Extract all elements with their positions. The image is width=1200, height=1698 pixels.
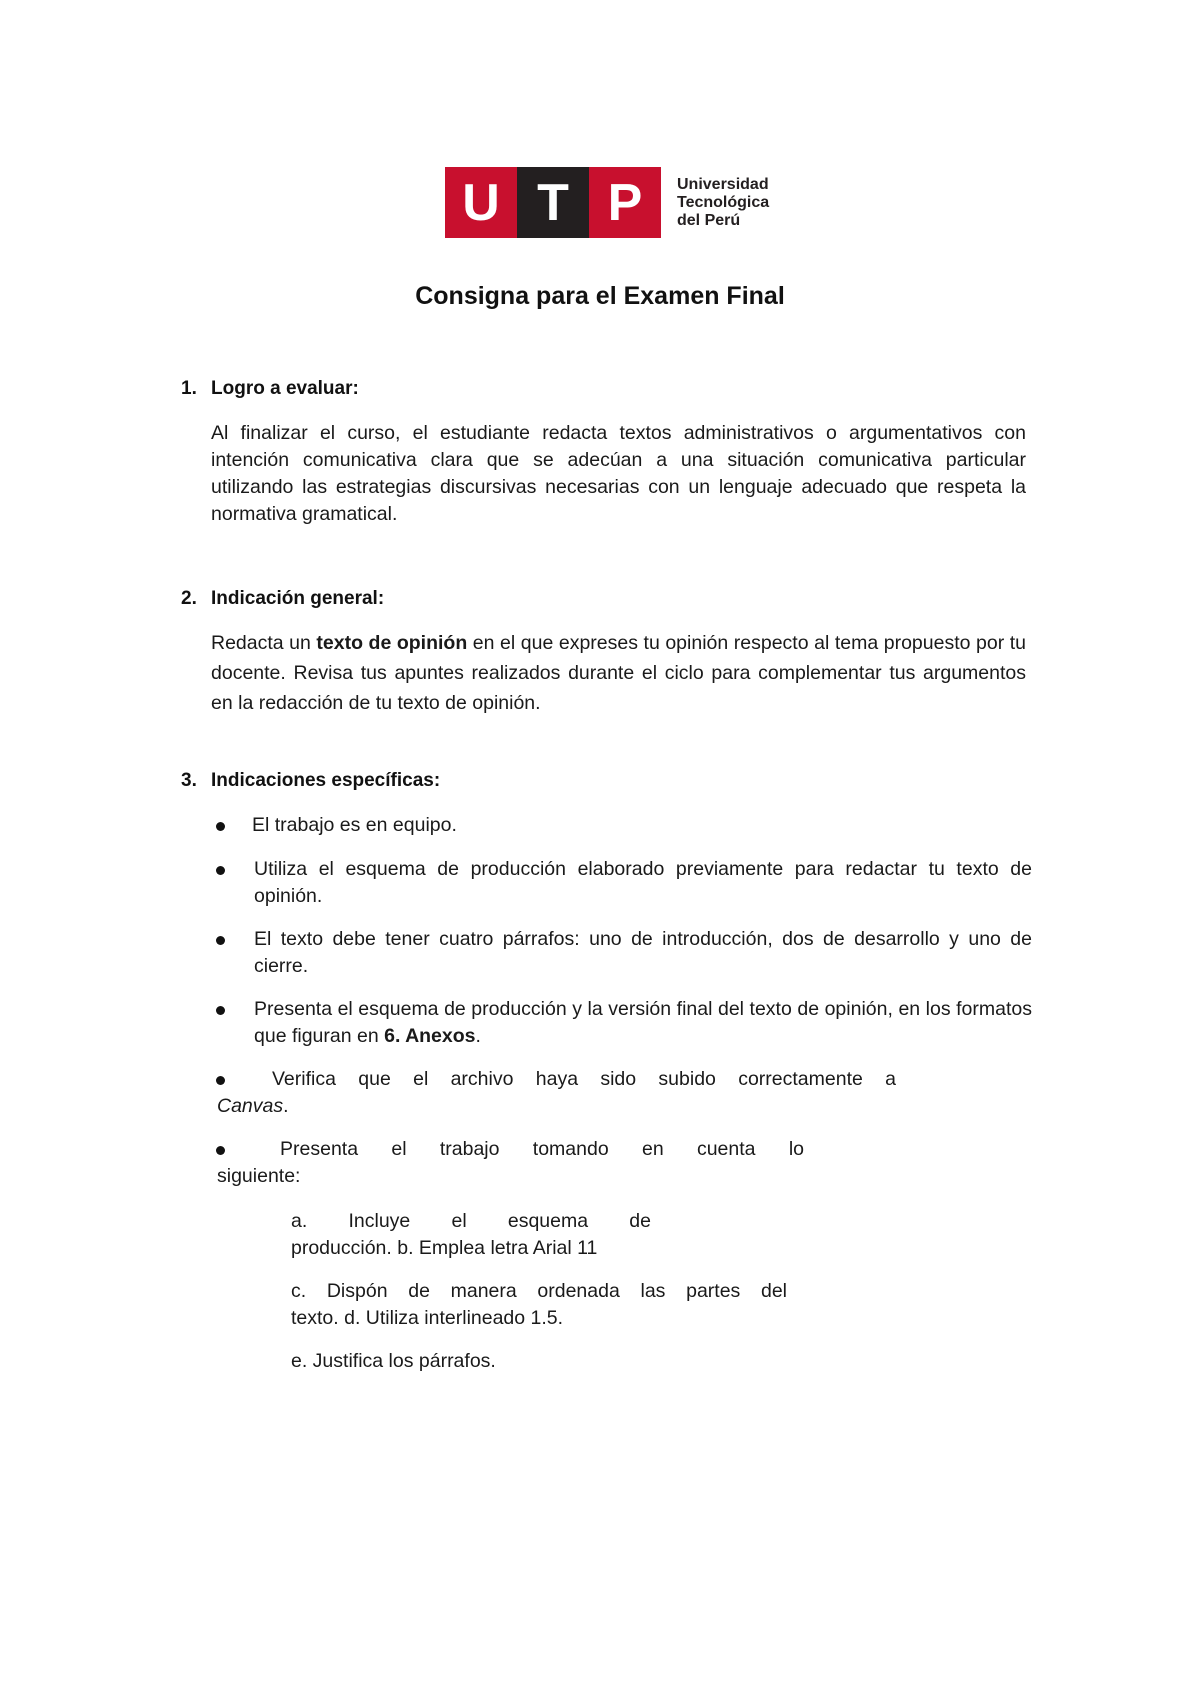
- section-2-body: [211, 628, 1026, 718]
- logo-name-line-1: Universidad: [677, 175, 769, 193]
- logo-name-line-2: Tecnológica: [677, 193, 770, 211]
- list-item-text: Utiliza el esquema de producción elaborado previamente para redactar tu texto de opinión.: [254, 858, 1032, 907]
- utp-logo: [445, 167, 769, 238]
- section-1-heading: [181, 378, 359, 400]
- section-1-body: Al finalizar el curso, el estudiante redacta textos administrativos o argumentativos con intención comunicativa clara que se adecúan a una situación comunicativa particular utilizando las estrategias discursivas necesarias con un lenguaje adecuado que respeta la normativa gramatical.: [211, 422, 1026, 525]
- bullet-icon: [216, 1076, 225, 1085]
- logo-letter-p: P: [589, 167, 661, 238]
- list-item-text-end: .: [283, 1095, 289, 1117]
- list-item-text-end: .: [475, 1025, 481, 1047]
- sub-list-item: c. Dispón de manera ordenada las partes del: [291, 1280, 787, 1302]
- bullet-icon: [216, 1146, 225, 1155]
- list-item-text: El texto debe tener cuatro párrafos: uno de introducción, dos de desarrollo y uno de cierre.: [254, 928, 1032, 977]
- logo-letter-u: U: [445, 167, 517, 238]
- list-item-continuation: [217, 1093, 289, 1120]
- section-2-body-start: Redacta un: [211, 632, 317, 654]
- section-2-body-emphasis: texto de opinión: [316, 632, 468, 654]
- list-item-continuation: siguiente:: [217, 1165, 301, 1187]
- list-item-text: Verifica que el archivo haya sido subido correctamente a: [272, 1068, 896, 1090]
- page-title: Consigna para el Examen Final: [415, 282, 785, 310]
- bullet-icon: [216, 866, 225, 875]
- section-1-number: 1.: [181, 378, 197, 399]
- section-3-number: 3.: [181, 770, 197, 791]
- sub-list-item: texto. d. Utiliza interlineado 1.5.: [291, 1307, 564, 1329]
- sub-list-item: e. Justifica los párrafos.: [291, 1350, 496, 1372]
- canvas-platform-name: Canvas: [217, 1095, 284, 1117]
- section-2-title: Indicación general:: [211, 588, 385, 609]
- annex-reference: 6. Anexos: [384, 1025, 476, 1047]
- list-item-text: [254, 996, 1032, 1050]
- section-3-heading: [181, 770, 440, 792]
- section-2-body-end: en el que expreses tu opinión respecto al tema propuesto por tu docente. Revisa tus apuntes realizados durante el ciclo para complementar tus argumentos en la redacción de tu texto de opinión.: [211, 632, 1027, 714]
- sub-list-item: producción. b. Emplea letra Arial 11: [291, 1237, 598, 1259]
- bullet-icon: [216, 1006, 225, 1015]
- section-2-heading: [181, 588, 384, 610]
- list-item-text-start: Presenta el esquema de producción y la versión final del texto de opinión, en los formatos que figuran en: [254, 998, 1032, 1047]
- bullet-icon: [216, 822, 225, 831]
- sub-list-item: a. Incluye el esquema de: [291, 1210, 651, 1232]
- logo-name-line-3: del Perú: [677, 211, 741, 229]
- logo-university-name: [677, 176, 769, 230]
- section-1-title: Logro a evaluar:: [211, 378, 359, 399]
- list-item-text: El trabajo es en equipo.: [252, 814, 457, 836]
- list-item-text: Presenta el trabajo tomando en cuenta lo: [280, 1138, 804, 1160]
- section-3-title: Indicaciones específicas:: [211, 770, 441, 791]
- section-2-number: 2.: [181, 588, 197, 609]
- logo-letter-t: T: [517, 167, 589, 238]
- bullet-icon: [216, 936, 225, 945]
